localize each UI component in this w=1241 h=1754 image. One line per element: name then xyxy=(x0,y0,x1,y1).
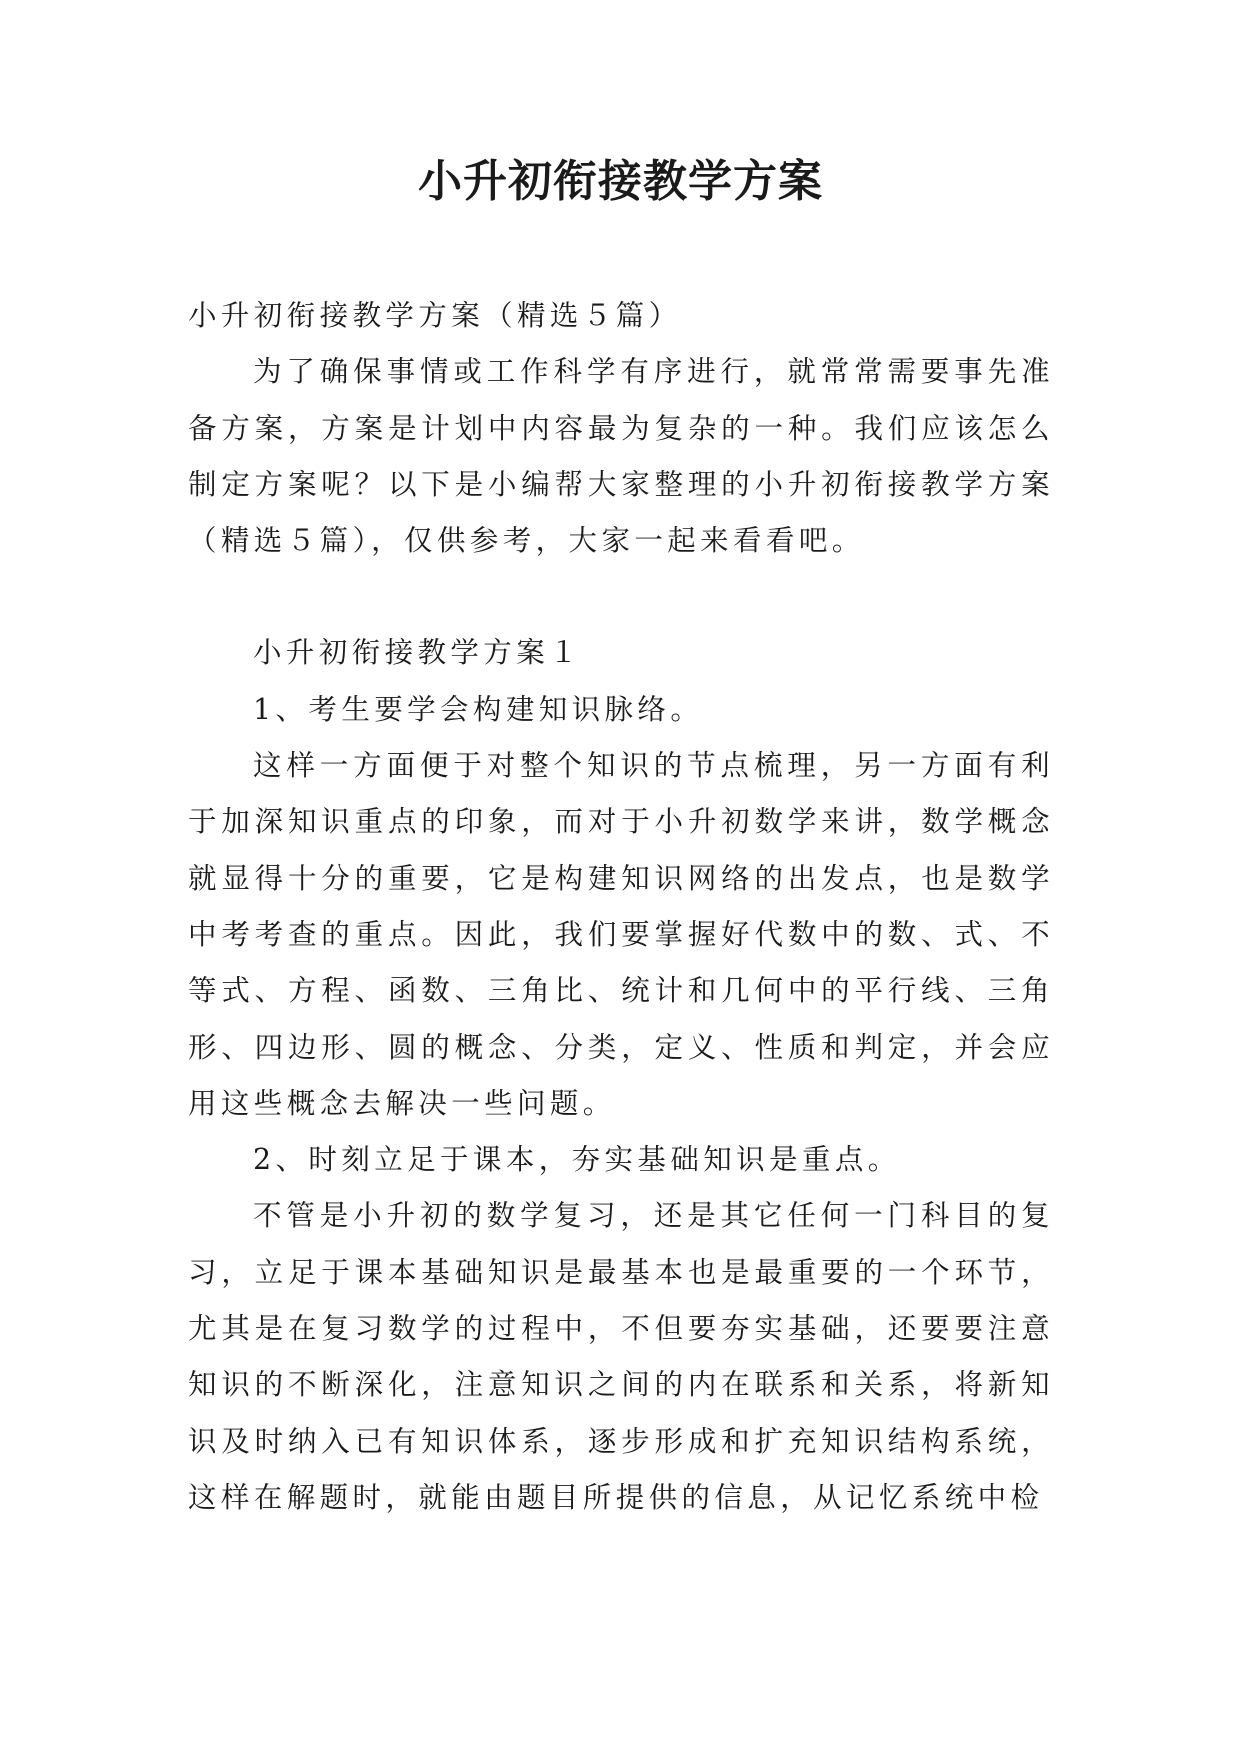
body-paragraph: 不管是小升初的数学复习，还是其它任何一门科目的复习，立足于课本基础知识是最基本也是最重要的一个环节，尤其是在复习数学的过程中，不但要夯实基础，还要要注意知识的不断深化，注意知识之间的内在联系和关系，将新知识及时纳入已有知识体系，逐步形成和扩充知识结构系统，这样在解题时，就能由题目所提供的信息，从记忆系统中检 xyxy=(188,1199,1054,1514)
point-heading: 1、考生要学会构建知识脉络。 xyxy=(253,692,704,726)
section-heading: 小升初衔接教学方案１ xyxy=(253,636,583,670)
body-paragraph: 这样一方面便于对整个知识的节点梳理，另一方面有利于加深知识重点的印象，而对于小升初数学来讲，数学概念就显得十分的重要，它是构建知识网络的出发点，也是数学中考考查的重点。因此，我们要掌握好代数中的数、式、不等式、方程、函数、三角比、统计和几何中的平行线、三角形、四边形、圆的概念、分类，定义、性质和判定，并会应用这些概念去解决一些问题。 xyxy=(188,749,1054,1120)
document-subtitle: 小升初衔接教学方案（精选５篇） xyxy=(188,299,682,332)
paragraph-spacer xyxy=(188,569,1054,625)
point-heading: 2、时刻立足于课本，夯实基础知识是重点。 xyxy=(253,1143,901,1177)
document-title: 小升初衔接教学方案 xyxy=(418,156,823,207)
intro-paragraph: 为了确保事情或工作科学有序进行，就常常需要事先准备方案，方案是计划中内容最为复杂的一种。我们应该怎么制定方案呢？以下是小编帮大家整理的小升初衔接教学方案（精选５篇），仅供参考，大家一起来看看吧。 xyxy=(188,355,1054,558)
document-body xyxy=(188,288,1054,1526)
